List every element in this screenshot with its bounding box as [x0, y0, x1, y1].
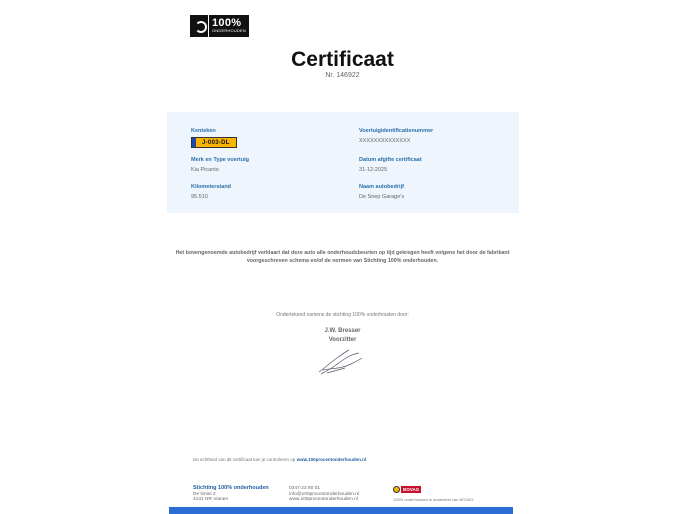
garage-value: De Snep Garage's: [359, 194, 405, 200]
footer-bar: [169, 507, 513, 514]
footer-email[interactable]: info@100procentonderhouden.nl: [289, 491, 359, 497]
signer-name: J.W. Bresser: [324, 328, 361, 334]
logo: [190, 15, 254, 37]
field-merk: [191, 157, 249, 173]
signature-image: [315, 348, 365, 376]
bovag-emblem-icon: [393, 486, 400, 493]
merk-label: Merk en Type voertuig: [191, 157, 249, 163]
bovag-logo: [393, 486, 421, 493]
footer-city: 4131 NR Vianen: [193, 497, 229, 502]
verify-link[interactable]: www.100procentonderhouden.nl: [296, 457, 367, 462]
license-plate: [191, 137, 237, 148]
bovag-badge: BOVAG: [403, 487, 420, 492]
statement-line-1: Het bovengenoemde autobedrijf verklaart dat deze auto alle onderhoudsbeurten op tijd gekregen heeft volgens het door de fabrikant: [175, 250, 510, 256]
km-label: Kilometerstand: [191, 184, 232, 190]
footer-street: De limiet 2: [193, 491, 216, 497]
footer-web[interactable]: www.100procentonderhouden.nl: [289, 497, 358, 502]
footer-contact: [289, 486, 359, 503]
footer-phone: 0347-23 80 01: [289, 486, 320, 491]
signer-role: Voorzitter: [328, 337, 357, 343]
field-km: [191, 184, 231, 200]
certificate-number: Nr. 146922: [325, 72, 360, 79]
field-vin: [359, 128, 433, 144]
field-kenteken: [191, 128, 237, 152]
bovag-note: 100% onderhouden is onderdeel van BOVAG: [393, 497, 474, 502]
license-plate-number: J-003-DL: [202, 139, 230, 146]
vin-value: XXXXXXXXXXXXXX: [359, 138, 411, 144]
statement-line-2: voorgeschreven schema en/of de normen van Stichting 100% onderhouden.: [246, 258, 439, 264]
page-title: Certificaat: [291, 48, 394, 71]
field-datum: [359, 157, 422, 173]
wrench-icon: [190, 15, 208, 37]
logo-text: 100%: [212, 17, 242, 29]
signed-intro: Ondertekend namens de stichting 100% onderhouden door:: [276, 312, 409, 318]
vehicle-info-panel: [167, 112, 519, 213]
datum-value: 31-12-2025: [359, 167, 388, 173]
vin-label: Voertuigidentificatienummer: [359, 128, 434, 134]
garage-label: Naam autobedrijf: [359, 184, 404, 190]
footer-address: [193, 486, 269, 503]
field-garage: [359, 184, 404, 200]
footer-org: Stichting 100% onderhouden: [193, 485, 269, 491]
statement: [170, 249, 515, 265]
logo-subtext: ONDERHOUDEN: [212, 28, 246, 33]
datum-label: Datum afgifte certificaat: [359, 157, 422, 163]
merk-value: Kia Picanto: [191, 167, 219, 173]
verify-text: De echtheid van dit certificaat kan je controleren op: [193, 457, 296, 462]
kenteken-label: Kenteken: [191, 128, 216, 134]
km-value: 95.510: [191, 194, 208, 200]
signer: [0, 327, 685, 345]
verify-note: [193, 457, 366, 462]
